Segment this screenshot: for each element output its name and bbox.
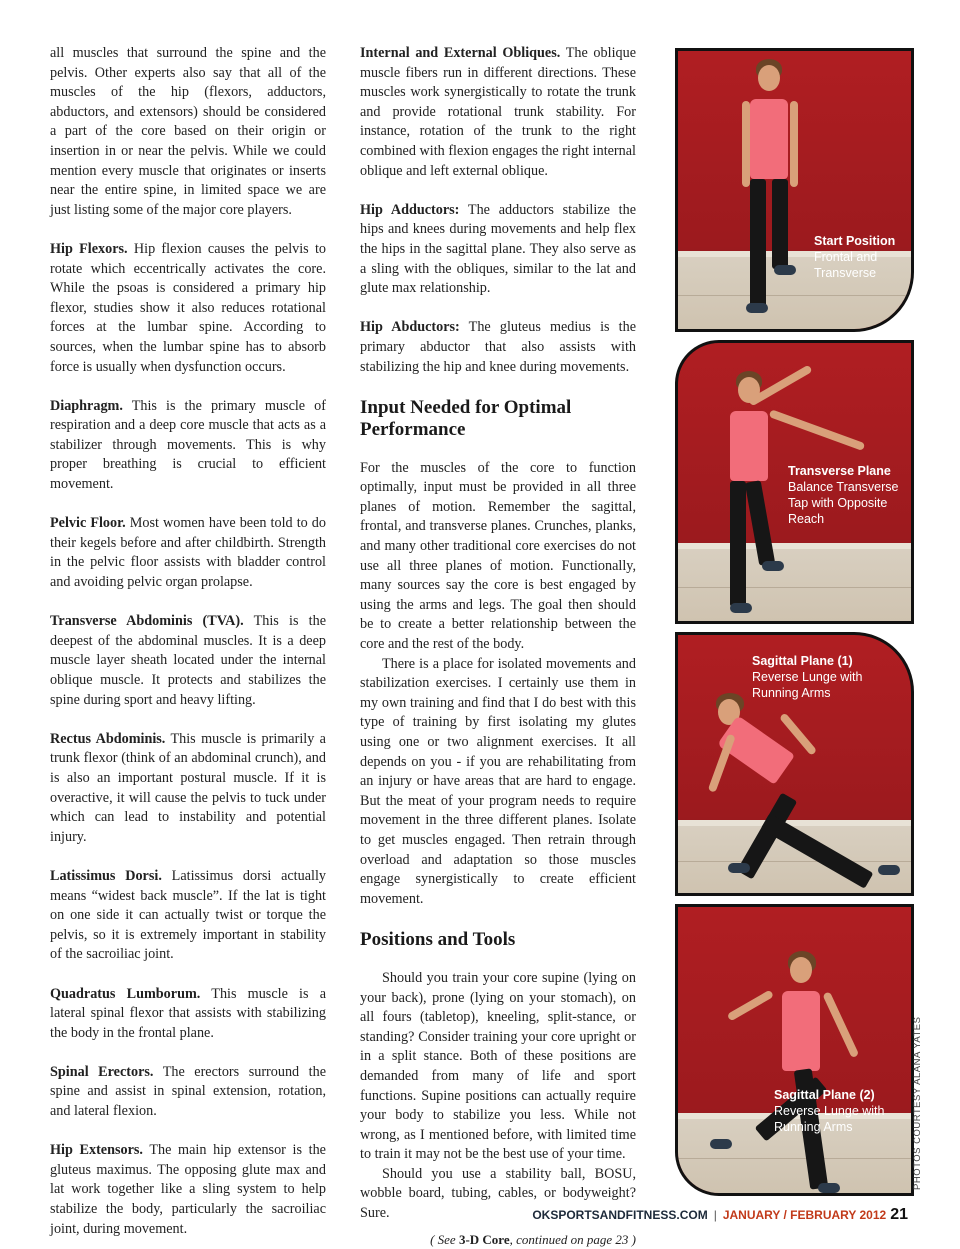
photo-transverse-plane: [675, 340, 914, 624]
footer-separator: |: [713, 1208, 717, 1222]
entry-diaphragm: Diaphragm. This is the primary muscle of respiration and a deep core muscle that acts as a stabilizer through movements. This is why proper breathing is crucial to efficient movement.: [50, 397, 326, 493]
left-column: [50, 44, 326, 1239]
intro-paragraph: all muscles that surround the spine and the pelvis. Other experts also say that all of the muscles of the hip (flexors, adductors, abductors, and extensors) should be considered a part of the core based on their origin or insertion in or near the pelvis. While we could mention every muscle that originates or inserts near the entire spine, in limited space we are just listing some of the major core players.: [50, 45, 326, 218]
entry-rectus-abdominis: Rectus Abdominis. This muscle is primarily a trunk flexor (think of an abdominal crunch), and is also an important postural muscle. If it is overactive, it will cause the pelvis to tuck under which can lead to instability and potential injury.: [50, 730, 326, 845]
page-number: 21: [890, 1206, 908, 1223]
photo-sagittal-plane-1: [675, 632, 914, 896]
footer-issue: JANUARY / FEBRUARY 2012: [722, 1208, 887, 1222]
middle-column: [360, 44, 636, 1249]
caption-transverse-plane: Transverse Plane Balance Transverse Tap with Opposite Reach: [788, 464, 899, 526]
entry-obliques: Internal and External Obliques. The oblique muscle fibers run in different directions. These muscles work synergistically to rotate the trunk and provide rotational trunk stability. For instance, rotation of the trunk to the right combined with flexion engages the right internal oblique and left external oblique.: [360, 45, 636, 179]
positions-paragraph-1: Should you train your core supine (lying on your back), prone (lying on your stomach), on all fours (tabletop), kneeling, split-stance, or standing? Consider training your core upright or in a split stance. Both of these positions are demanded from many of life and sport functions. Supine positions can actually require your body to stabilize you less. While not wrong, as I mentioned before, with limited time to train it may not be the best use of your time.: [360, 969, 636, 1163]
page-footer: [532, 1206, 908, 1224]
photo-sagittal-plane-2: [675, 904, 914, 1196]
entry-quadratus-lumborum: Quadratus Lumborum. This muscle is a lateral spinal flexor that assists with stabilizing the body in the frontal plane.: [50, 985, 326, 1041]
entry-pelvic-floor: Pelvic Floor. Most women have been told to do their kegels before and after childbirth. Strength in the pelvic floor assists with bladder control and avoiding pelvic organ prolapse.: [50, 515, 326, 591]
caption-sagittal-plane-2: Sagittal Plane (2) Reverse Lunge with Running Arms: [774, 1088, 885, 1134]
caption-start-position: Start Position Frontal and Transverse: [814, 234, 896, 280]
entry-spinal-erectors: Spinal Erectors. The erectors surround the spine and assist in spinal extension, rotation, and lateral flexion.: [50, 1063, 326, 1120]
heading-positions-tools: Positions and Tools: [360, 928, 516, 950]
continued-note: ( See 3-D Core, continued on page 23 ): [430, 1231, 636, 1247]
entry-hip-extensors: Hip Extensors. The main hip extensor is the gluteus maximus. The opposing glute max and lat work together like a sling system to help stabilize the body, particularly the sacroiliac joint, during movement.: [50, 1142, 326, 1237]
entry-hip-flexors: Hip Flexors. Hip flexion causes the pelvis to rotate which eccentrically activates the core. While the psoas is considered a primary hip flexor, studies show it also reduces rotational forces at the lumbar spine. According to sources, when the lumbar spine has to absorb force is usually when dysfunction occurs.: [50, 240, 326, 375]
photo-credit: PHOTOS COURTESY ALANA YATES: [912, 1016, 923, 1190]
photo-start-position: [675, 48, 914, 332]
entry-hip-abductors: Hip Abductors: The gluteus medius is the primary abductor that also assists with stabilizing the hip and knee during movements.: [360, 319, 636, 375]
input-paragraph-2: There is a place for isolated movements and stabilization exercises. I certainly use them in my own training and find that I do best with this type of training by first isolating my glutes using one or two alignment exercises. It all depends on you - if you are rehabilitating from an injury or have areas that are hard to engage. But the meat of your program needs to require movement in the three different planes. Isolate to get muscles engaged. Then retrain through overload and adaptation so those muscles engage synergistically to create efficient movement.: [360, 655, 636, 907]
entry-hip-adductors: Hip Adductors: The adductors stabilize the hips and knees during movements and help flex the hips in the sagittal plane. They also serve as a sling with the obliques, similar to the lat and glute max relationship.: [360, 201, 636, 297]
footer-site: OKSPORTSANDFITNESS.COM: [532, 1208, 708, 1222]
caption-sagittal-plane-1: Sagittal Plane (1) Reverse Lunge with Running Arms: [752, 654, 863, 700]
positions-paragraph-2: Should you use a stability ball, BOSU, wobble board, tubing, cables, or bodyweight? Sure.: [360, 1165, 636, 1222]
entry-tva: Transverse Abdominis (TVA). This is the deepest of the abdominal muscles. It is a deep muscle layer sheath located under the internal oblique muscle. It protects and stabilizes the spine during sport and heavy lifting.: [50, 613, 326, 708]
entry-latissimus-dorsi: Latissimus Dorsi. Latissimus dorsi actually means “widest back muscle”. If the lat is tight on one side it can actually twist or torque the pelvis, so it is extremely important in stability of the sacroiliac joint.: [50, 867, 326, 963]
input-paragraph-1: For the muscles of the core to function optimally, input must be provided in all three planes of motion. Remember the sagittal, frontal, and transverse planes. Crunches, planks, and many other traditional core exercises do not use all three planes of motion. Functionally, many sources say the core is best engaged by using the arms and legs. The goal then should be to create a better relationship between the core and the rest of the body.: [360, 459, 636, 653]
heading-input-needed: Input Needed for Optimal Performance: [360, 396, 572, 440]
